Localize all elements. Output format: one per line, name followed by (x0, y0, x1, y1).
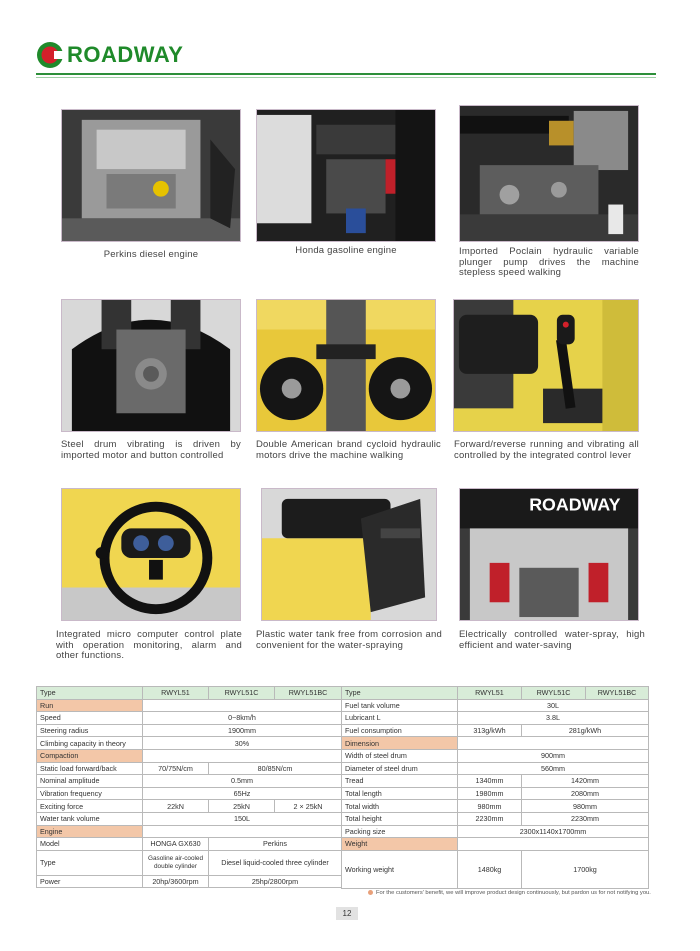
section-engine: Engine (37, 825, 342, 838)
photo-perkins-engine (61, 109, 241, 242)
header-rule (36, 73, 656, 75)
table-row: Working weight 1480kg 1700kg (342, 850, 649, 888)
photo-steel-drum (61, 299, 241, 432)
photo-control-lever (453, 299, 639, 432)
table-row: Vibration frequency 65Hz (37, 787, 342, 800)
caption-water-spray: Electrically controlled water-spray, high efficient and water-saving (459, 629, 645, 651)
spec-table-left (36, 686, 342, 888)
header-rule-thin (36, 77, 656, 78)
section-dimension: Dimension (342, 737, 649, 750)
caption-poclain: Imported Poclain hydraulic variable plunger pump drives the machine stepless speed walking (459, 246, 639, 278)
caption-water-tank: Plastic water tank free from corrosion and convenient for the water-spraying (256, 629, 442, 651)
page-number: 12 (336, 907, 358, 920)
section-compaction: Compaction (37, 749, 342, 762)
photo-cycloid-motors (256, 299, 436, 432)
table-row: Total height 2230mm 2230mm (342, 812, 649, 825)
table-row: Fuel consumption 313g/kWh 281g/kWh (342, 724, 649, 737)
table-row: Static load forward/back 70/75N/cm 80/85N/cm (37, 762, 342, 775)
table-row: Water tank volume 150L (37, 812, 342, 825)
table-row: Tread 1340mm 1420mm (342, 775, 649, 788)
section-run: Run (37, 699, 342, 712)
footnote: For the customers' benefit, we will improve product design continuously, but pardon us for not notifying you. (368, 890, 651, 896)
roadway-logo-icon (36, 41, 64, 69)
table-row: Diameter of steel drum 560mm (342, 762, 649, 775)
table-row: Climbing capacity in theory 30% (37, 737, 342, 750)
caption-steel-drum: Steel drum vibrating is driven by imported motor and button controlled (61, 439, 241, 461)
table-row: Speed 0~8km/h (37, 712, 342, 725)
table-row: Power 20hp/3600rpm 25hp/2800rpm (37, 875, 342, 888)
caption-honda: Honda gasoline engine (295, 245, 397, 256)
table-row: Width of steel drum 900mm (342, 749, 649, 762)
sign-text: ROADWAY (529, 494, 621, 515)
table-row: Exciting force 22kN 25kN 2 × 25kN (37, 800, 342, 813)
table-row: Fuel tank volume 30L (342, 699, 649, 712)
caption-control-lever: Forward/reverse running and vibrating all controlled by the integrated control lever (454, 439, 639, 461)
table-row: Type RWYL51 RWYL51C RWYL51BC (37, 687, 342, 700)
caption-control-plate: Integrated micro computer control plate with operation monitoring, alarm and other functions. (56, 629, 242, 661)
brand-logo (36, 40, 183, 70)
caption-cycloid: Double American brand cycloid hydraulic motors drive the machine walking (256, 439, 441, 461)
brand-name: ROADWAY (67, 42, 184, 67)
table-row: Total width 980mm 980mm (342, 800, 649, 813)
photo-control-plate (61, 488, 241, 621)
spec-table-right (341, 686, 649, 889)
caption-perkins: Perkins diesel engine (103, 249, 199, 260)
table-row: Type RWYL51 RWYL51C RWYL51BC (342, 687, 649, 700)
table-row: Total length 1980mm 2080mm (342, 787, 649, 800)
table-row: Nominal amplitude 0.5mm (37, 775, 342, 788)
photo-honda-engine (256, 109, 436, 242)
photo-poclain-pump (459, 105, 639, 242)
table-row: Model HONGA GX630 Perkins (37, 838, 342, 851)
photo-water-tank (261, 488, 437, 621)
section-weight: Weight (342, 838, 649, 851)
photo-water-spray (459, 488, 639, 621)
table-row: Type Gasoline air-cooled double cylinder Diesel liquid-cooled three cylinder (37, 850, 342, 875)
table-row: Packing size 2300x1140x1700mm (342, 825, 649, 838)
table-row: Steering radius 1900mm (37, 724, 342, 737)
table-row: Lubricant L 3.8L (342, 712, 649, 725)
bullet-icon (368, 890, 373, 895)
